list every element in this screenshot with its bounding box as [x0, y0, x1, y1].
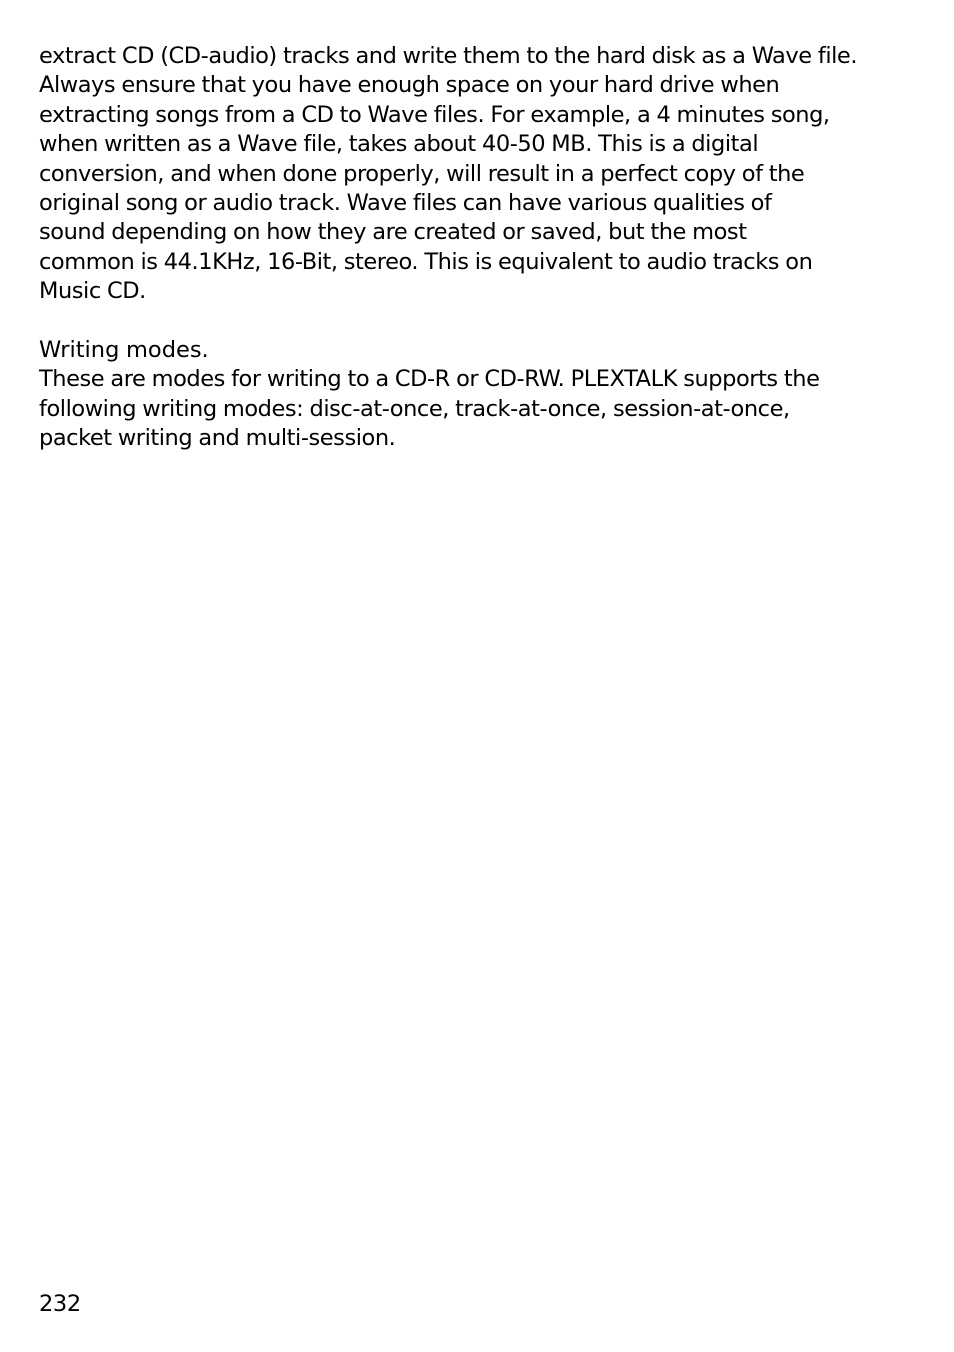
section-writing-modes	[39, 336, 929, 454]
section-line: packet writing and multi-session.	[39, 425, 396, 452]
section-line: These are modes for writing to a CD-R or CD-RW. PLEXTALK supports the	[39, 366, 820, 393]
paragraph-line: common is 44.1KHz, 16-Bit, stereo. This is equivalent to audio tracks on	[39, 248, 813, 275]
section-line: following writing modes: disc-at-once, track-at-once, session-at-once,	[39, 395, 790, 422]
paragraph-line: conversion, and when done properly, will result in a perfect copy of the	[39, 160, 805, 187]
paragraph-line: original song or audio track. Wave files can have various qualities of	[39, 189, 772, 216]
page-number: 232	[39, 1291, 81, 1317]
paragraph-line: Always ensure that you have enough space on your hard drive when	[39, 72, 780, 99]
paragraph-line: extract CD (CD-audio) tracks and write them to the hard disk as a Wave file.	[39, 43, 858, 69]
section-term-suffix: .	[201, 336, 209, 363]
paragraph-line: extracting songs from a CD to Wave files. For example, a 4 minutes song,	[39, 101, 830, 128]
paragraph-line: when written as a Wave file, takes about 40-50 MB. This is a digital	[39, 131, 759, 158]
paragraph-line: sound depending on how they are created or saved, but the most	[39, 219, 747, 246]
section-heading	[39, 336, 929, 365]
paragraph-line: Music CD.	[39, 278, 146, 305]
section-term: Writing modes	[39, 336, 202, 363]
paragraph-wave-files	[39, 42, 929, 307]
page-body	[39, 42, 929, 453]
paragraph-spacer	[39, 307, 929, 336]
